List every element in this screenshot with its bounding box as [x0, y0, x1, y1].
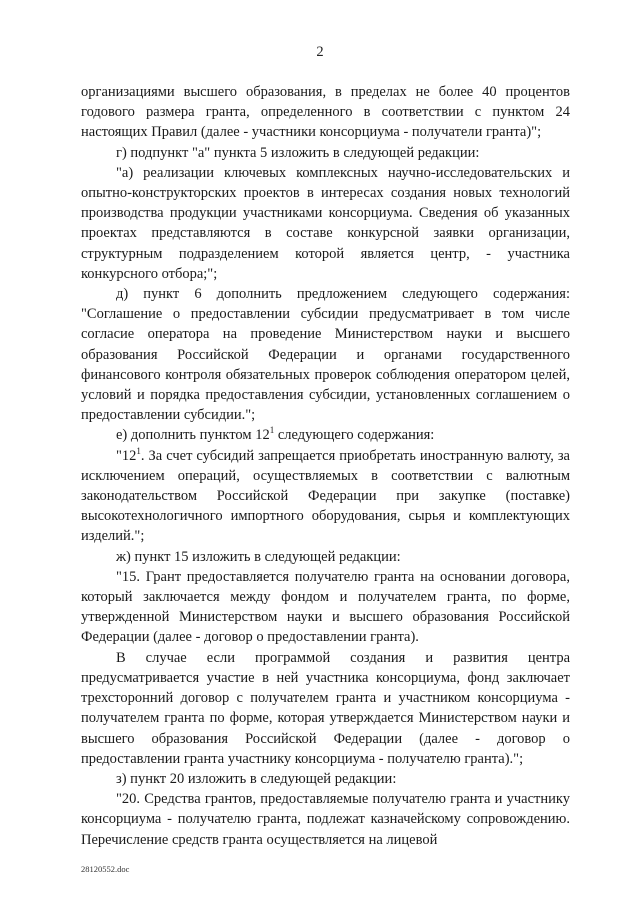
- paragraph: "15. Грант предоставляется получателю гранта на основании договора, который заключается между фондом и получателем гранта, по форме, утвержденной Министерством науки и высшего образования Российской Федерации (далее - договор о предоставлении гранта).: [81, 568, 570, 646]
- superscript: 1: [136, 445, 141, 456]
- paragraph: [81, 446, 570, 547]
- paragraph-text-start: "12: [116, 447, 137, 464]
- document-body: [81, 82, 570, 850]
- paragraph: "а) реализации ключевых комплексных научно-исследовательских и опытно-конструкторских проектов в интересах создания новых технологий производства продукции участниками консорциума. Сведения об указанных проектах представляются в составе конкурсной заявки организации, структурным подразделением которой является центр, - участника конкурсного отбора;";: [81, 164, 570, 282]
- paragraph: организациями высшего образования, в пределах не более 40 процентов годового размера гранта, определенного в соответствии с пунктом 24 настоящих Правил (далее - участники консорциума - получатели гранта)";: [81, 84, 570, 141]
- paragraph: ж) пункт 15 изложить в следующей редакции:: [116, 548, 401, 565]
- paragraph-text-end: . За счет субсидий запрещается приобретать иностранную валюту, за исключением операций, осуществляемых в соответствии с валютным законодательством Российской Федерации при закупке (поставке) высокотехнологичного импортного оборудования, сырья и комплектующих изделий.";: [81, 447, 570, 545]
- paragraph: "20. Средства грантов, предоставляемые получателю гранта и участнику консорциума - получателю гранта, подлежат казначейскому сопровождению. Перечисление средств гранта осуществляется на лицевой: [81, 791, 570, 848]
- paragraph-text-start: е) дополнить пунктом 12: [116, 427, 270, 444]
- paragraph: д) пункт 6 дополнить предложением следующего содержания: "Соглашение о предоставлении субсидии предусматривает в том числе согласие оператора на проведение Министерством науки и высшего образования Российской Федерации и органами государственного финансового контроля обязательных проверок соблюдения оператором целей, условий и порядка предоставления субсидии, установленных соглашением о предоставлении субсидии.";: [81, 286, 570, 424]
- superscript: 1: [269, 425, 275, 436]
- paragraph: [81, 425, 570, 445]
- paragraph: В случае если программой создания и развития центра предусматривается участие в ней участника консорциума, фонд заключает трехсторонний договор с получателем гранта и участником консорциума - получателем гранта по форме, которая утверждается Министерством науки и высшего образования Российской Федерации (далее - договор о предоставлении гранта участнику консорциума - получателю гранта).";: [81, 649, 570, 767]
- footer-filename: 28120552.doc: [81, 864, 130, 874]
- paragraph: г) подпункт "а" пункта 5 изложить в следующей редакции:: [116, 144, 480, 161]
- paragraph: з) пункт 20 изложить в следующей редакции:: [116, 770, 397, 787]
- paragraph-text-end: следующего содержания:: [274, 427, 435, 444]
- page-number: 2: [316, 44, 324, 60]
